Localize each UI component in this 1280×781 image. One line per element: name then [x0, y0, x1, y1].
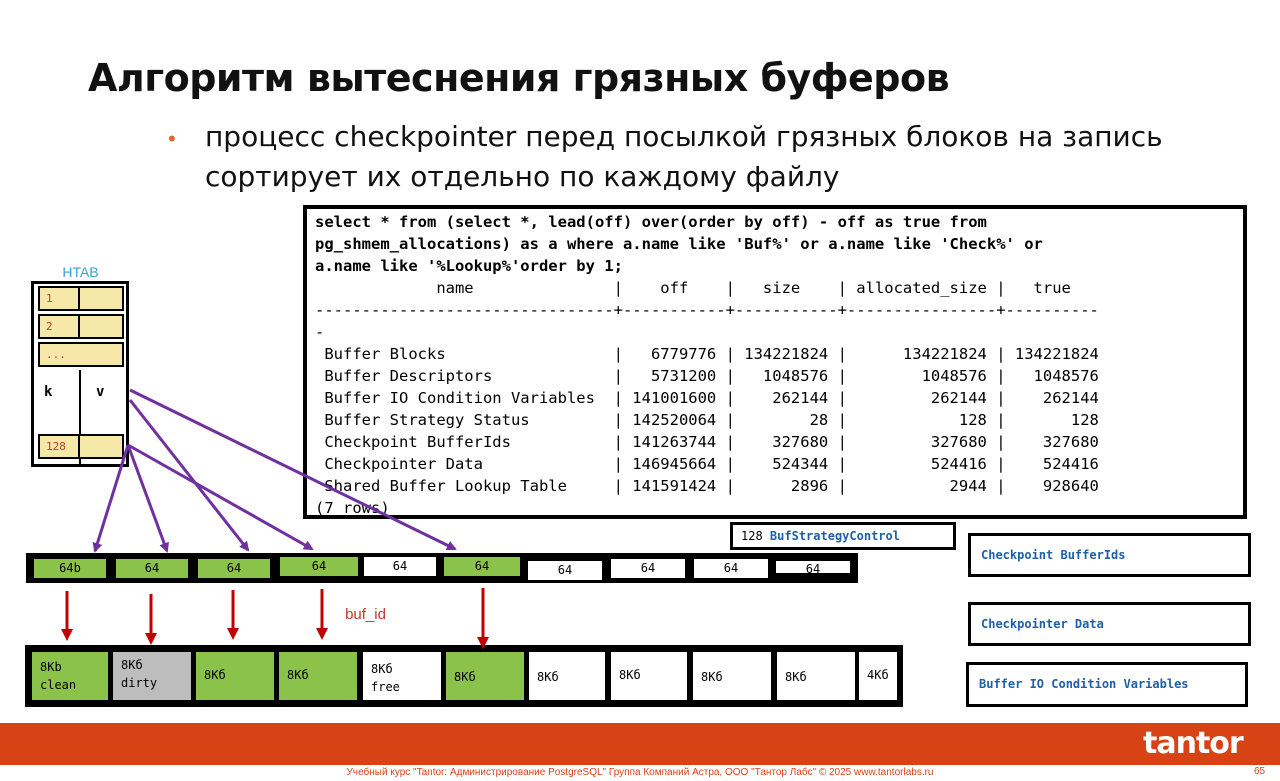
htab-row-key: 2: [40, 316, 80, 337]
sql-query-line: select * from (select *, lead(off) over(order by off) - off as true from: [315, 213, 987, 231]
htab-row-key: 128: [40, 436, 80, 457]
htab-row-key: ...: [46, 348, 66, 361]
htab-row-key: 1: [40, 288, 80, 309]
slide-title: Алгоритм вытеснения грязных буферов: [88, 56, 950, 100]
checkpointer-data-box: Checkpointer Data: [968, 602, 1251, 646]
buffer-block: 8Кб: [611, 652, 687, 700]
buffer-block: 8Кб dirty: [113, 652, 191, 700]
htab-pointer-arrows: [95, 390, 455, 551]
purple-arrow: [130, 390, 455, 549]
sql-result-separator: --------------------------------+-----------+-----------+----------------+----------: [315, 301, 1099, 319]
sql-result-row: Buffer Strategy Status | 142520064 | 28 | 128 | 128: [315, 411, 1099, 429]
htab-v-label: v: [96, 384, 105, 400]
sql-result-row: Checkpoint BufferIds | 141263744 | 327680 | 327680 | 327680: [315, 433, 1099, 451]
bullet-dot: •: [168, 126, 176, 151]
descriptor-to-buffer-arrows: [67, 588, 483, 646]
footer-caption: Учебный курс "Tantor: Администрирование PostgreSQL" Группа Компаний Астра, ООО "Тантор Лабс" © 2025 www.tantorlabs.ru: [346, 767, 934, 778]
descriptor-cell: 64: [528, 561, 602, 580]
buffer-io-cv-box: Buffer IO Condition Variables: [966, 662, 1248, 707]
sql-result-separator-wrap: -: [315, 323, 325, 341]
descriptor-cell: 64: [694, 559, 768, 578]
htab-k-label: k: [44, 384, 53, 400]
descriptor-cell: 64: [444, 557, 520, 576]
descriptor-cell: 64: [198, 559, 270, 578]
sql-query-line: pg_shmem_allocations) as a where a.name like 'Buf%' or a.name like 'Check%' or: [315, 235, 1043, 253]
footer-bar: [0, 723, 1280, 765]
tantor-logo: tantor: [1143, 726, 1243, 761]
sql-result-header: name | off | size | allocated_size | true: [315, 279, 1071, 297]
sql-result-row: Shared Buffer Lookup Table | 141591424 | 2896 | 2944 | 928640: [315, 477, 1099, 495]
buffer-block: 8Кб: [693, 652, 771, 700]
buffer-block: 8Кб: [529, 652, 605, 700]
strategy-name: BufStrategyControl: [769, 529, 900, 543]
purple-arrow: [128, 445, 312, 549]
descriptor-cell: 64: [116, 559, 188, 578]
sql-query-line: a.name like '%Lookup%'order by 1;: [315, 257, 623, 275]
buffer-block: 8Кб: [777, 652, 855, 700]
buffer-block: 8Кб: [446, 652, 524, 700]
bullet-text: процесс checkpointer перед посылкой грязных блоков на запись сортирует их отдельно по каждому файлу: [205, 120, 1163, 193]
descriptor-cell: 64: [280, 557, 358, 576]
descriptor-cell: 64: [774, 559, 852, 575]
descriptor-cell: 64b: [34, 559, 106, 578]
purple-arrow: [95, 445, 128, 551]
page-number: 65: [1254, 766, 1266, 777]
sql-result-row: Checkpointer Data | 146945664 | 524344 | 524416 | 524416: [315, 455, 1099, 473]
buffer-block: 8Кб free: [363, 652, 441, 700]
descriptor-cell: 64: [364, 557, 436, 576]
sql-result-row: Buffer Blocks | 6779776 | 134221824 | 134221824 | 134221824: [315, 345, 1099, 363]
sql-row-count: (7 rows): [315, 499, 390, 517]
htab-label: HTAB: [38, 258, 123, 282]
buffer-block: 8Kb clean: [32, 652, 108, 700]
buffer-block: 8Кб: [279, 652, 357, 700]
buf-id-label: buf_id: [333, 601, 398, 628]
strategy-size: 128: [741, 529, 763, 543]
buffer-block: 4Кб: [859, 652, 897, 700]
buffer-block: 8Кб: [196, 652, 274, 700]
checkpoint-bufferids-box: Checkpoint BufferIds: [968, 533, 1251, 577]
purple-arrow: [128, 445, 167, 551]
sql-result-row: Buffer IO Condition Variables | 141001600 | 262144 | 262144 | 262144: [315, 389, 1099, 407]
purple-arrow: [130, 400, 248, 550]
descriptor-cell: 64: [611, 559, 685, 578]
sql-result-row: Buffer Descriptors | 5731200 | 1048576 | 1048576 | 1048576: [315, 367, 1099, 385]
